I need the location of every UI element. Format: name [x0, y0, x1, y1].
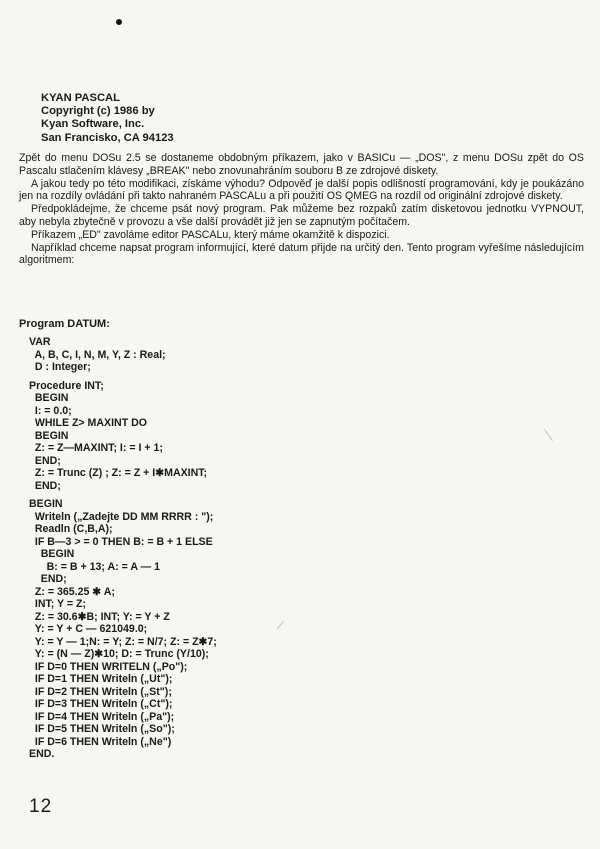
header-line: Copyright (c) 1986 by [41, 105, 155, 118]
code-line: Y: = Y — 1;N: = Y; Z: = N/7; Z: = Z✱7; [29, 635, 217, 648]
code-line: Z: = 30.6✱B; INT; Y: = Y + Z [29, 610, 170, 623]
code-line: IF D=1 THEN Writeln („Ut"); [29, 673, 173, 685]
paragraph: Předpokládejme, že chceme psát nový program. Pak můžeme bez rozpaků zatím disketovou jednotku VYPNOUT, aby nebyla zbytečně v provozu a vše další provádět již jen se zapnutým počítačem. [19, 203, 584, 228]
code-line: END; [29, 454, 61, 467]
code-line: Writeln („Zadejte DD MM RRRR : "); [29, 510, 214, 523]
paragraph: Zpět do menu DOSu 2.5 se dostaneme obdobným příkazem, jako v BASICu — „DOS", z menu DOSu zpět do OS Pascalu stlačením klávesy „BREAK" nebo znovunahráním souboru B ze zdrojové diskety. [19, 152, 584, 177]
code-line: WHILE Z> MAXINT DO [29, 417, 148, 429]
header-line: Kyan Software, Inc. [41, 118, 145, 131]
code-line: Z: = Z—MAXINT; I: = I + 1; [29, 442, 163, 454]
body-text [19, 152, 584, 267]
code-line: IF D=6 THEN Writeln („Ne") [29, 735, 172, 748]
code-line: Procedure INT; [29, 379, 104, 392]
code-line: BEGIN [29, 429, 69, 442]
code-line: IF D=4 THEN Writeln („Pa"); [29, 710, 175, 723]
code-line: VAR [29, 336, 51, 348]
code-line: END; [29, 573, 67, 585]
bullet-dot [116, 19, 122, 25]
header-line: San Francisko, CA 94123 [41, 131, 174, 144]
code-line: IF D=3 THEN Writeln („Ct"); [29, 698, 173, 710]
code-listing [29, 336, 217, 761]
code-line: Readln (C,B,A); [29, 523, 113, 535]
copyright-header [41, 92, 174, 145]
code-line: I: = 0.0; [29, 404, 72, 417]
code-line: IF D=0 THEN WRITELN („Po"); [29, 660, 188, 673]
code-line: IF B—3 > = 0 THEN B: = B + 1 ELSE [29, 535, 213, 548]
code-line: IF D=5 THEN Writeln („So"); [29, 723, 175, 735]
code-line: END. [29, 748, 55, 760]
code-line: Y: = Y + C — 621049.0; [29, 623, 148, 635]
paragraph: A jakou tedy po této modifikaci, získáme výhodu? Odpověď je další popis odlišností programování, kdy je poukázáno jen na rozdíly ovládání při takto nahraném PASCALu a při použití OS QMEG na rozdíl od originální zdrojové diskety. [19, 177, 584, 203]
code-line: BEGIN [29, 498, 63, 510]
code-line: Y: = (N — Z)✱10; D: = Trunc (Y/10); [29, 648, 209, 660]
scan-mark [277, 621, 284, 629]
code-line: BEGIN [29, 392, 69, 404]
code-line: INT; Y = Z; [29, 598, 87, 610]
code-line: IF D=2 THEN Writeln („St"); [29, 685, 172, 698]
code-line: END; [29, 479, 61, 492]
code-line: B: = B + 13; A: = A — 1 [29, 560, 160, 573]
paragraph: Příkazem „ED" zavoláme editor PASCALu, který máme okamžitě k dispozici. [31, 228, 390, 241]
header-line: KYAN PASCAL [41, 92, 120, 104]
code-line: D : Integer; [29, 361, 91, 373]
code-line: Z: = Trunc (Z) ; Z: = Z + I✱MAXINT; [29, 467, 208, 479]
program-title: Program DATUM: [19, 318, 110, 330]
code-line: BEGIN [29, 548, 75, 560]
code-line: A, B, C, I, N, M, Y, Z : Real; [29, 348, 166, 361]
paragraph: Například chceme napsat program informující, které datum přijde na určitý den. Tento program vyřešíme následujícím algoritmem: [19, 241, 584, 267]
scan-mark [544, 429, 553, 441]
code-line: Z: = 365.25 ✱ A; [29, 585, 115, 598]
page-number: 12 [29, 796, 53, 817]
